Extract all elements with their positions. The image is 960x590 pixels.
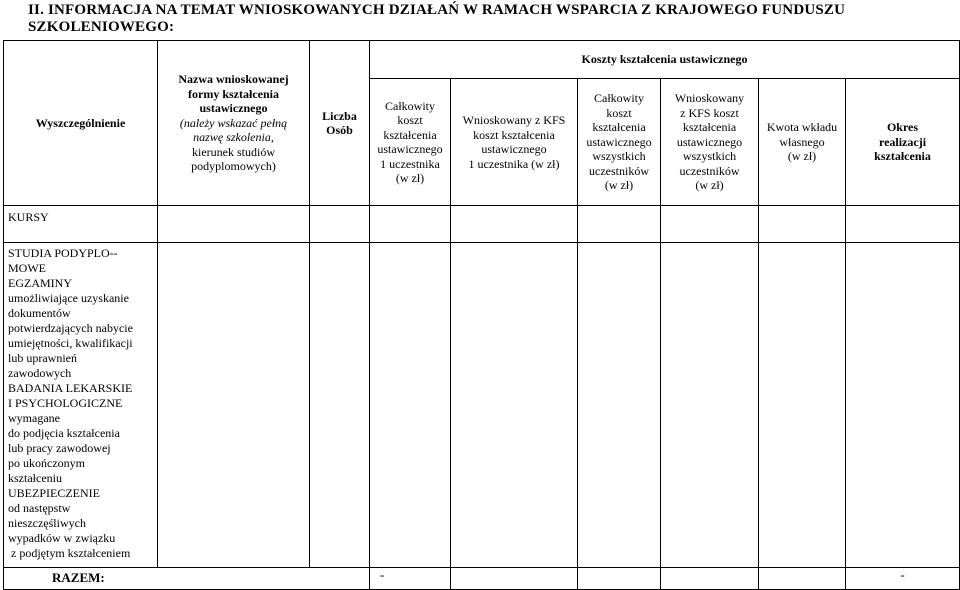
col-wnioskowany-1-l3: ustawicznego bbox=[481, 142, 547, 156]
razem-okres: - bbox=[846, 568, 960, 590]
studia-line: lub pracy zawodowej bbox=[8, 441, 111, 455]
cell-studia-calkowity-all[interactable] bbox=[578, 243, 661, 568]
cell-studia-kwota[interactable] bbox=[759, 243, 846, 568]
col-okres bbox=[846, 79, 960, 206]
heading-line-1: II. INFORMACJA NA TEMAT WNIOSKOWANYCH DZIAŁAŃ W RAMACH WSPARCIA Z KRAJOWEGO FUNDUSZU bbox=[28, 2, 846, 18]
col-wnioskowany-all bbox=[661, 79, 759, 206]
col-wnioskowany-all-l3: kształcenia bbox=[682, 120, 737, 135]
studia-line: lub uprawnień bbox=[8, 351, 77, 365]
col-calkowity-all-l5: wszystkich bbox=[592, 149, 646, 164]
studia-line: wypadków w związku bbox=[8, 531, 116, 545]
col-nazwa-note-l1: (należy wskazać pełną bbox=[179, 115, 288, 130]
col-calkowity-all bbox=[578, 79, 661, 206]
razem-kwota[interactable] bbox=[759, 568, 846, 590]
col-kwota-l2: własnego bbox=[779, 134, 825, 149]
col-calkowity-1-l5: 1 uczestnika bbox=[380, 156, 440, 171]
col-okres-l1: Okres bbox=[886, 120, 919, 135]
row-kursy bbox=[4, 206, 960, 243]
col-okres-l3: kształcenia bbox=[874, 149, 931, 164]
razem-label: RAZEM: bbox=[4, 568, 370, 590]
studia-line: kształceniu bbox=[8, 471, 62, 485]
col-calkowity-all-l4: ustawicznego bbox=[586, 134, 652, 149]
col-wnioskowany-all-l4: ustawicznego bbox=[676, 134, 743, 149]
col-wnioskowany-all-l2: z KFS koszt bbox=[680, 105, 739, 120]
col-okres-l2: realizacji bbox=[878, 134, 927, 149]
razem-wnioskowany-all[interactable] bbox=[661, 568, 759, 590]
col-calkowity-all-l1: Całkowity bbox=[594, 91, 644, 106]
studia-line: od następstw bbox=[8, 501, 71, 515]
studia-line: umożliwiające uzyskanie bbox=[8, 291, 129, 305]
section-heading bbox=[28, 2, 953, 36]
cell-studia-wnioskowany-1[interactable] bbox=[451, 243, 578, 568]
group-header-costs: Koszty kształcenia ustawicznego bbox=[370, 41, 960, 79]
col-nazwa-l2: formy kształcenia bbox=[188, 86, 279, 101]
cell-kursy-calkowity-all[interactable] bbox=[578, 206, 661, 243]
col-calkowity-1-l2: koszt bbox=[397, 113, 423, 127]
col-liczba-l2: Osób bbox=[326, 123, 353, 137]
cell-kursy-liczba[interactable] bbox=[310, 206, 370, 243]
col-calkowity-all-l6: uczestników bbox=[589, 163, 649, 178]
cell-kursy-kwota[interactable] bbox=[759, 206, 846, 243]
col-kwota-l3: (w zł) bbox=[787, 149, 817, 164]
col-nazwa-note2-l2: podyplomowych) bbox=[191, 159, 276, 174]
col-kwota-l1: Kwota wkładu bbox=[766, 120, 838, 135]
col-liczba-l1: Liczba bbox=[322, 108, 357, 123]
col-calkowity-all-l7: (w zł) bbox=[604, 178, 634, 193]
cell-studia-wnioskowany-all[interactable] bbox=[661, 243, 759, 568]
cell-kursy-wnioskowany-all[interactable] bbox=[661, 206, 759, 243]
studia-line: po ukończonym bbox=[8, 456, 85, 470]
studia-line: EGZAMINY bbox=[8, 276, 72, 290]
cell-kursy-nazwa[interactable] bbox=[158, 206, 310, 243]
studia-line: wymagane bbox=[8, 411, 60, 425]
col-nazwa-l3: ustawicznego bbox=[199, 101, 268, 116]
col-calkowity-all-l3: kształcenia bbox=[592, 120, 646, 135]
group-header-row bbox=[4, 41, 960, 79]
col-calkowity-all-l2: koszt bbox=[606, 105, 632, 120]
studia-line: do podjęcia kształcenia bbox=[8, 426, 120, 440]
row-razem bbox=[4, 568, 960, 590]
row-kursy-label: KURSY bbox=[4, 206, 158, 243]
cell-studia-calkowity-1[interactable] bbox=[370, 243, 451, 568]
col-wnioskowany-1-l4: 1 uczestnika (w zł) bbox=[468, 156, 560, 171]
studia-line: dokumentów bbox=[8, 306, 71, 320]
col-calkowity-1 bbox=[370, 79, 451, 206]
col-wnioskowany-1-l1: Wnioskowany z KFS bbox=[462, 113, 566, 127]
cell-studia-nazwa[interactable] bbox=[158, 243, 310, 568]
col-nazwa-l1: Nazwa wnioskowanej bbox=[178, 72, 289, 87]
studia-line: nieszczęśliwych bbox=[8, 516, 86, 530]
razem-calkowity-all[interactable] bbox=[578, 568, 661, 590]
cell-kursy-okres[interactable] bbox=[846, 206, 960, 243]
studia-line: MOWE bbox=[8, 261, 46, 275]
studia-line: UBEZPIECZENIE bbox=[8, 486, 100, 500]
col-liczba bbox=[310, 41, 370, 206]
col-nazwa bbox=[158, 41, 310, 206]
col-nazwa-note-l2: nazwę szkolenia, bbox=[193, 130, 274, 145]
studia-line: I PSYCHOLOGICZNE bbox=[8, 396, 123, 410]
razem-calkowity-1: - bbox=[370, 568, 451, 590]
cell-studia-okres[interactable] bbox=[846, 243, 960, 568]
studia-line: z podjętym kształceniem bbox=[8, 546, 131, 560]
col-wnioskowany-all-l5: wszystkich bbox=[682, 149, 737, 164]
col-wnioskowany-1 bbox=[451, 79, 578, 206]
col-wyszczegolnienie: Wyszczególnienie bbox=[4, 41, 158, 206]
razem-wnioskowany-1[interactable] bbox=[451, 568, 578, 590]
col-wnioskowany-all-l1: Wnioskowany bbox=[674, 91, 745, 106]
col-kwota bbox=[759, 79, 846, 206]
cell-studia-liczba[interactable] bbox=[310, 243, 370, 568]
col-wnioskowany-1-l2: koszt kształcenia bbox=[473, 127, 555, 142]
heading-line-2: SZKOLENIOWEGO: bbox=[28, 19, 175, 35]
studia-line: zawodowych bbox=[8, 366, 72, 380]
col-wnioskowany-all-l6: uczestników bbox=[679, 163, 740, 178]
col-nazwa-note2-l1: kierunek studiów bbox=[192, 144, 275, 159]
row-studia bbox=[4, 243, 960, 568]
col-wnioskowany-all-l7: (w zł) bbox=[695, 178, 724, 193]
costs-table bbox=[3, 40, 960, 590]
studia-line: potwierdzających nabycie bbox=[8, 321, 133, 335]
studia-line: STUDIA PODYPLO-- bbox=[8, 246, 118, 260]
row-studia-label bbox=[4, 243, 158, 568]
cell-kursy-wnioskowany-1[interactable] bbox=[451, 206, 578, 243]
col-calkowity-1-l1: Całkowity bbox=[385, 98, 435, 113]
col-calkowity-1-l6: (w zł) bbox=[395, 171, 425, 185]
col-calkowity-1-l3: kształcenia bbox=[383, 127, 437, 142]
studia-line: BADANIA LEKARSKIE bbox=[8, 381, 133, 395]
cell-kursy-calkowity-1[interactable] bbox=[370, 206, 451, 243]
col-calkowity-1-l4: ustawicznego bbox=[377, 142, 443, 156]
studia-line: umiejętności, kwalifikacji bbox=[8, 336, 133, 350]
